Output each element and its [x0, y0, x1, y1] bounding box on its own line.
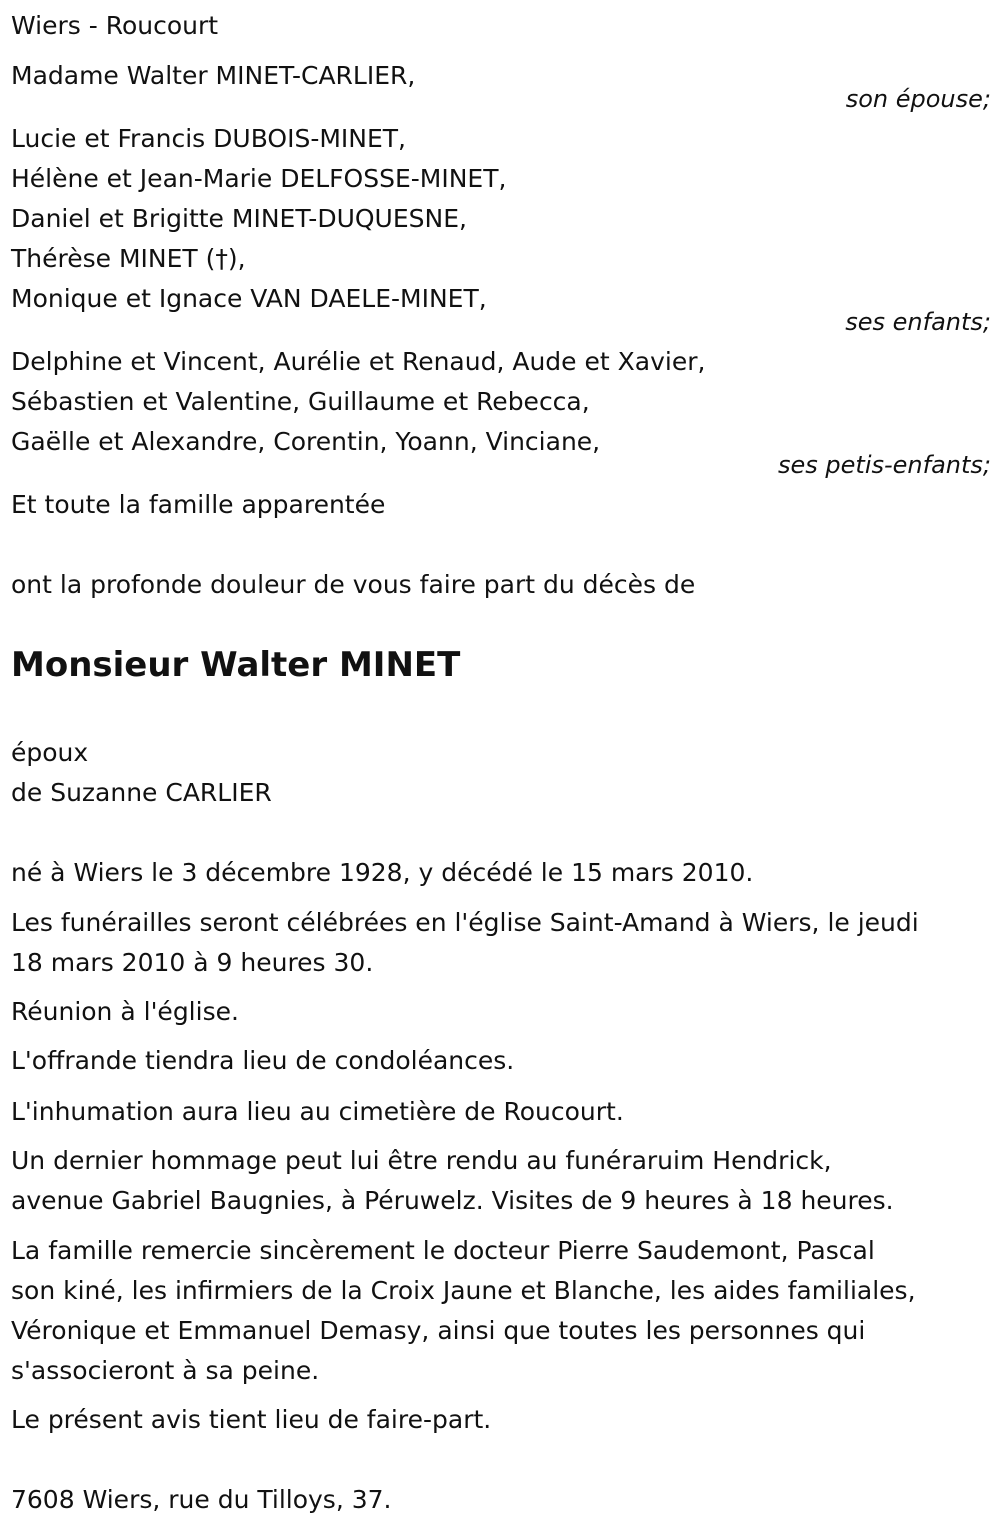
announcement-line: ont la profonde douleur de vous faire part du décès de [11, 570, 696, 599]
thanks-line: s'associeront à sa peine. [11, 1356, 320, 1385]
birth-death-line: né à Wiers le 3 décembre 1928, y décédé le 15 mars 2010. [11, 858, 754, 887]
offering-line: L'offrande tiendra lieu de condoléances. [11, 1046, 515, 1075]
spouse-of-name: de Suzanne CARLIER [11, 778, 272, 807]
grandchild-line: Sébastien et Valentine, Guillaume et Rebecca, [11, 387, 590, 416]
address-line: 7608 Wiers, rue du Tilloys, 37. [11, 1485, 392, 1514]
tribute-line: Un dernier hommage peut lui être rendu au funéraruim Hendrick, [11, 1146, 832, 1175]
spouse-line: Madame Walter MINET-CARLIER, [11, 61, 416, 90]
thanks-line: son kiné, les infirmiers de la Croix Jaune et Blanche, les aides familiales, [11, 1276, 916, 1305]
child-line: Thérèse MINET (†), [11, 244, 246, 273]
extended-family-line: Et toute la famille apparentée [11, 490, 386, 519]
grandchild-line: Gaëlle et Alexandre, Corentin, Yoann, Vinciane, [11, 427, 601, 456]
grandchildren-relation: ses petis-enfants; [778, 451, 991, 479]
child-line: Daniel et Brigitte MINET-DUQUESNE, [11, 204, 467, 233]
notice-line: Le présent avis tient lieu de faire-part. [11, 1405, 492, 1434]
child-line: Hélène et Jean-Marie DELFOSSE-MINET, [11, 164, 507, 193]
children-relation: ses enfants; [845, 308, 991, 336]
thanks-line: La famille remercie sincèrement le docteur Pierre Saudemont, Pascal [11, 1236, 875, 1265]
funeral-line: 18 mars 2010 à 9 heures 30. [11, 948, 374, 977]
child-line: Lucie et Francis DUBOIS-MINET, [11, 124, 407, 153]
deceased-name: Monsieur Walter MINET [11, 645, 461, 685]
tribute-line: avenue Gabriel Baugnies, à Péruwelz. Visites de 9 heures à 18 heures. [11, 1186, 894, 1215]
spouse-of-label: époux [11, 738, 89, 767]
grandchild-line: Delphine et Vincent, Aurélie et Renaud, Aude et Xavier, [11, 347, 706, 376]
funeral-line: Les funérailles seront célébrées en l'église Saint-Amand à Wiers, le jeudi [11, 908, 919, 937]
spouse-relation: son épouse; [845, 85, 991, 113]
location-header: Wiers - Roucourt [11, 11, 219, 40]
thanks-line: Véronique et Emmanuel Demasy, ainsi que toutes les personnes qui [11, 1316, 866, 1345]
burial-line: L'inhumation aura lieu au cimetière de Roucourt. [11, 1097, 624, 1126]
meeting-line: Réunion à l'église. [11, 997, 239, 1026]
child-line: Monique et Ignace VAN DAELE-MINET, [11, 284, 487, 313]
